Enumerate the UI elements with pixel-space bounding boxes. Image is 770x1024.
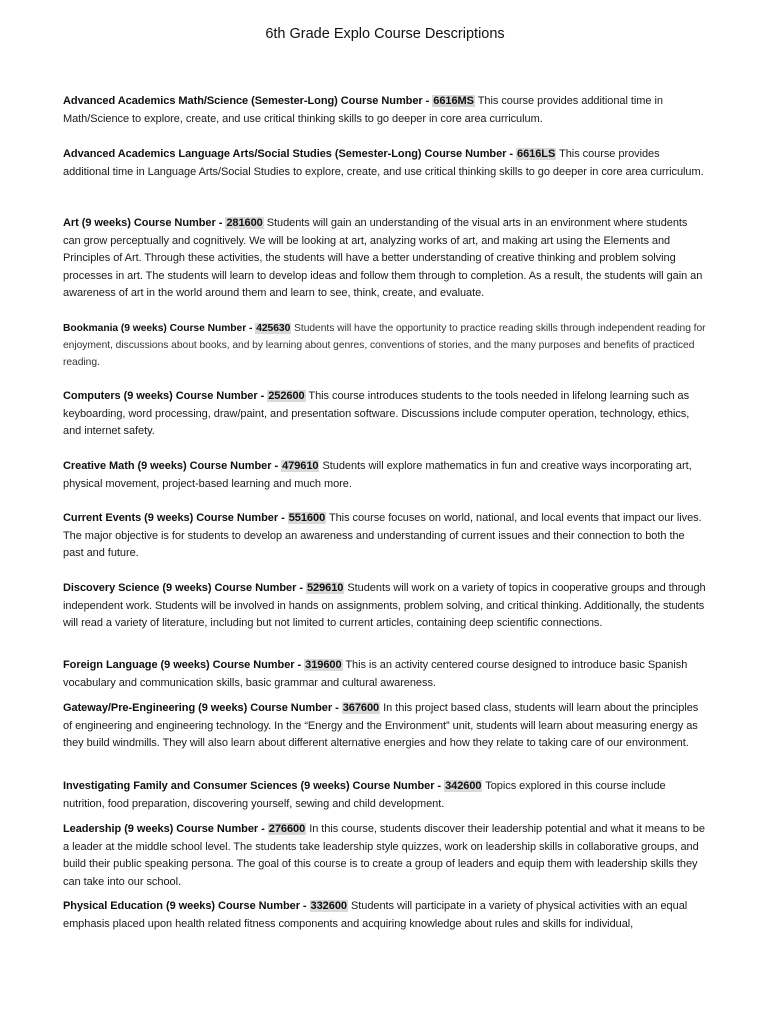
course-number: 281600 [226,217,263,229]
course-number: 332600 [310,900,347,912]
course-description: Students will gain an understanding of the visual arts in an environment where students can grow perceptually and cognitively. We will be looking at art, analyzing works of art, and making art using the Elements and Principles of Art. Through these activities, the students will have a better understanding of creative thinking and problem solving processes in art. The students will learn to develop ideas and follow them through to completion. As a result, the students will gain an awareness of art in the world around them and learn to see, think, create, and evaluate. [63,217,703,299]
course-number: 551600 [288,512,326,524]
course-description: This course provides additional time in Math/Science to explore, create, and use critical thinking skills to go deeper in core area curriculum. [63,95,663,125]
course-heading: Discovery Science (9 weeks) Course Number - [63,582,306,594]
course-number: 276600 [268,823,306,835]
course-number: 342600 [445,780,482,792]
course-bookmania [63,320,707,371]
course-description: Students will participate in a variety of physical activities with an equal emphasis placed upon health related fitness components and acquiring knowledge about rules and skills for individual, [63,900,688,930]
course-number: 479610 [282,460,319,472]
course-number: 252600 [268,390,305,402]
course-number: 425630 [256,323,291,334]
course-current-events [63,510,707,563]
course-family-consumer-sciences [63,778,707,813]
course-description: Students will work on a variety of topics in cooperative groups and through independent work. Students will be involved in hands on assignments, problem solving, and critical thinking. Additionally, the students will read a variety of literature, including but not limited to current articles, containing deep scientific connections. [63,582,706,629]
course-advanced-la-ss [63,146,707,181]
course-description: In this course, students discover their leadership potential and what it means to be a leader at the middle school level. The students take leadership style quizzes, work on leadership skills in collaborative groups, and build their public speaking persona. The goal of this course is to create a group of leaders and equip them with leadership skills they can take into our school. [63,823,705,888]
course-physical-education [63,898,707,933]
course-advanced-math-science [63,93,707,128]
course-foreign-language [63,657,707,692]
course-description: This course provides additional time in Language Arts/Social Studies to explore, create, and use critical thinking skills to go deeper in core area curriculum. [63,148,704,178]
course-heading: Art (9 weeks) Course Number - [63,217,226,229]
course-heading: Current Events (9 weeks) Course Number - [63,512,288,524]
course-heading: Leadership (9 weeks) Course Number - [63,823,268,835]
course-description: This is an activity centered course designed to introduce basic Spanish vocabulary and communication skills, basic grammar and cultural awareness. [63,659,688,689]
course-heading: Computers (9 weeks) Course Number - [63,390,268,402]
course-number: 319600 [305,659,342,671]
course-number: 6616LS [517,148,556,160]
course-heading: Advanced Academics Language Arts/Social Studies (Semester-Long) Course Number - [63,148,517,160]
course-description: In this project based class, students will learn about the principles of engineering and engineering technology. In the “Energy and the Environment” unit, students will learn about measuring energy as they build windmills. They will also learn about different alternative energies and how they relate to taking care of our environment. [63,702,699,749]
course-heading: Investigating Family and Consumer Sciences (9 weeks) Course Number - [63,780,445,792]
course-heading: Advanced Academics Math/Science (Semester-Long) Course Number - [63,95,433,107]
course-art [63,215,707,303]
course-number: 367600 [342,702,380,714]
course-description: Students will explore mathematics in fun and creative ways incorporating art, physical movement, project-based learning and much more. [63,460,692,490]
course-number: 529610 [306,582,344,594]
course-computers [63,388,707,441]
course-heading: Foreign Language (9 weeks) Course Number - [63,659,305,671]
course-leadership [63,821,707,891]
course-description: This course introduces students to the tools needed in lifelong learning such as keyboarding, word processing, draw/paint, and presentation software. Discussions include computer operation, technology, ethics, and internet safety. [63,390,690,437]
page-title: 6th Grade Explo Course Descriptions [265,26,505,42]
course-description: Students will have the opportunity to practice reading skills through independent reading for enjoyment, discussions about books, and by learning about genres, conventions of stories, and the many purposes and benefits of practiced reading. [63,323,706,368]
course-discovery-science [63,580,707,633]
course-gateway-pre-engineering [63,700,707,753]
course-description: This course focuses on world, national, and local events that impact our lives. The major objective is for students to develop an awareness and understanding of current issues and their connection to both the past and future. [63,512,702,559]
course-creative-math [63,458,707,493]
course-heading: Gateway/Pre-Engineering (9 weeks) Course Number - [63,702,342,714]
course-heading: Creative Math (9 weeks) Course Number - [63,460,282,472]
course-description: Topics explored in this course include nutrition, food preparation, discovering yourself, sewing and child development. [63,780,666,810]
course-heading: Physical Education (9 weeks) Course Number - [63,900,310,912]
course-number: 6616MS [433,95,474,107]
course-heading: Bookmania (9 weeks) Course Number - [63,323,256,334]
